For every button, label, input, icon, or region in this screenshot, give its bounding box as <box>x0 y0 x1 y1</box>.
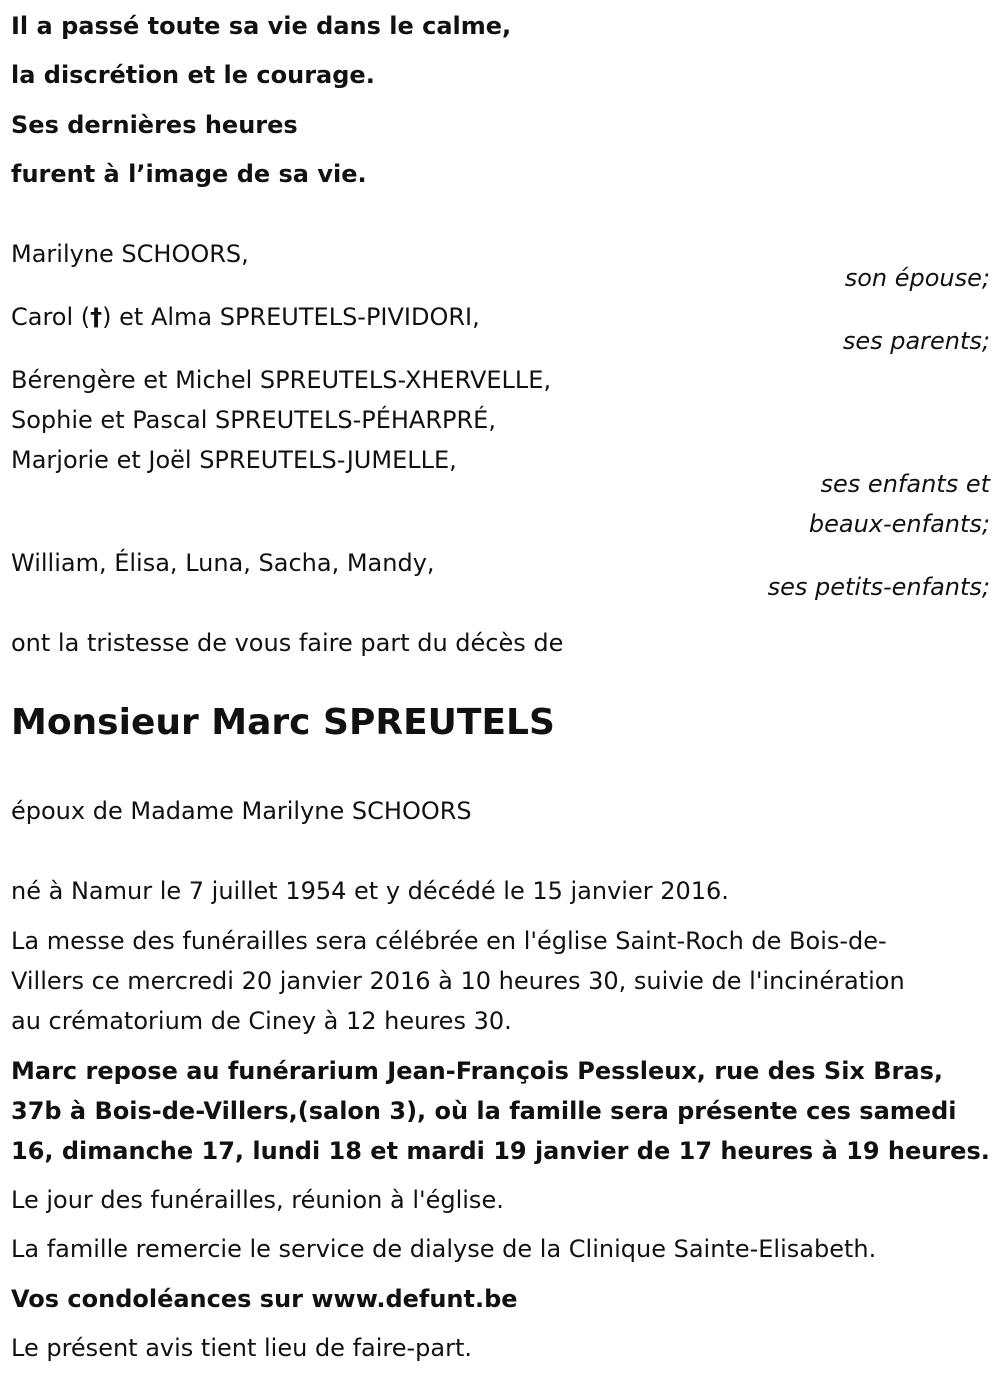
born-died: né à Namur le 7 juillet 1954 et y décédé le 15 janvier 2016. <box>11 877 729 905</box>
mass-line-2: Villers ce mercredi 20 janvier 2016 à 10 heures 30, suivie de l'incinération <box>11 967 905 995</box>
children-line-2: Sophie et Pascal SPREUTELS-PÉHARPRÉ, <box>11 406 496 434</box>
epigraph-line-2: la discrétion et le courage. <box>11 61 375 89</box>
epigraph-line-4: furent à l’image de sa vie. <box>11 160 367 188</box>
children-role-2: beaux-enfants; <box>808 510 990 538</box>
mass-line-1: La messe des funérailles sera célébrée en l'église Saint-Roch de Bois-de- <box>11 927 887 955</box>
grandchildren-names: William, Élisa, Luna, Sacha, Mandy, <box>11 549 435 577</box>
grandchildren-role: ses petits-enfants; <box>767 573 990 601</box>
children-line-1: Bérengère et Michel SPREUTELS-XHERVELLE, <box>11 366 552 394</box>
deceased-name: Monsieur Marc SPREUTELS <box>11 702 555 743</box>
visitation-line-2: 37b à Bois-de-Villers,(salon 3), où la famille sera présente ces samedi <box>11 1097 957 1125</box>
parents-suffix: ) et Alma SPREUTELS-PIVIDORI, <box>102 303 480 331</box>
cross-icon: † <box>90 303 103 331</box>
visitation-line-1: Marc repose au funérarium Jean-François Pessleux, rue des Six Bras, <box>11 1057 943 1085</box>
children-role-1: ses enfants et <box>820 470 990 498</box>
mass-line-3: au crématorium de Ciney à 12 heures 30. <box>11 1007 512 1035</box>
epigraph-line-1: Il a passé toute sa vie dans le calme, <box>11 12 512 40</box>
announcement-text: ont la tristesse de vous faire part du décès de <box>11 629 564 657</box>
parents-prefix: Carol ( <box>11 303 91 331</box>
spouse-of: époux de Madame Marilyne SCHOORS <box>11 797 472 825</box>
visitation-line-3: 16, dimanche 17, lundi 18 et mardi 19 janvier de 17 heures à 19 heures. <box>11 1137 990 1165</box>
spouse-role: son épouse; <box>844 264 990 292</box>
condolences-text: Vos condoléances sur www.defunt.be <box>11 1285 518 1313</box>
meeting-text: Le jour des funérailles, réunion à l'église. <box>11 1186 504 1214</box>
children-line-3: Marjorie et Joël SPREUTELS-JUMELLE, <box>11 446 457 474</box>
parents-role: ses parents; <box>842 327 990 355</box>
epigraph-line-3: Ses dernières heures <box>11 111 298 139</box>
parents-names <box>11 302 480 332</box>
spouse-name: Marilyne SCHOORS, <box>11 240 249 268</box>
notice-text: Le présent avis tient lieu de faire-part. <box>11 1334 473 1362</box>
thanks-text: La famille remercie le service de dialyse de la Clinique Sainte-Elisabeth. <box>11 1235 877 1263</box>
